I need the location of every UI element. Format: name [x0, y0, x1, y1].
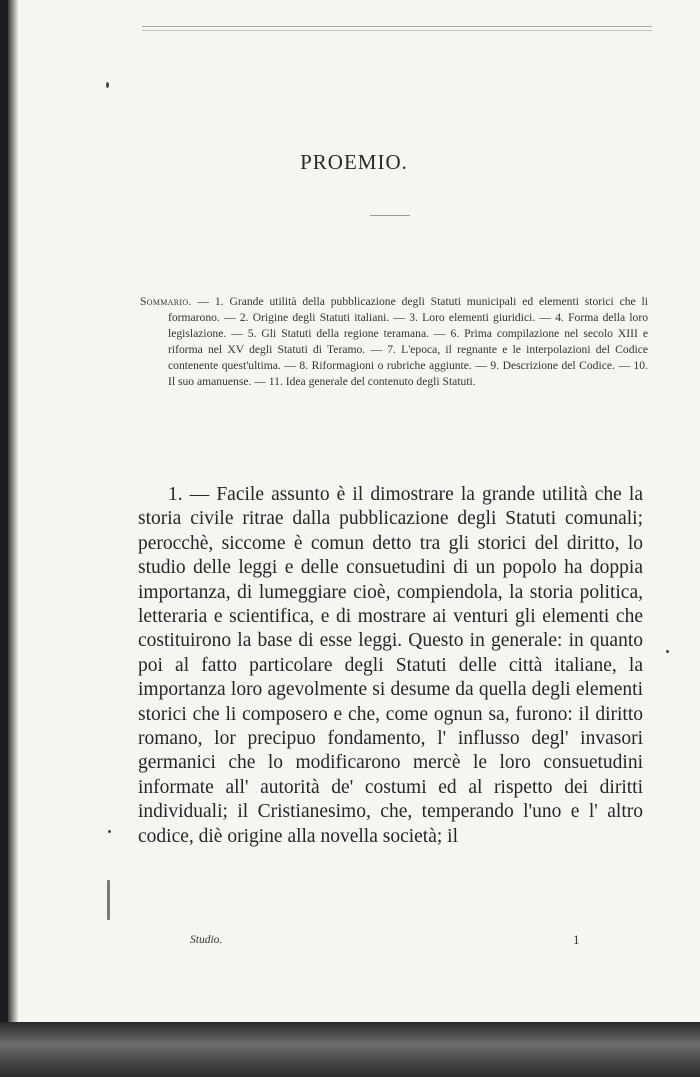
book-page: [8, 0, 700, 1022]
signature-number: 1: [573, 932, 580, 947]
margin-speck: [107, 880, 110, 920]
scan-bottom-edge: [0, 1022, 700, 1077]
chapter-title: PROEMIO.: [300, 150, 408, 174]
margin-speck: [106, 82, 109, 88]
header-rule: [142, 26, 652, 31]
summary-block: [140, 294, 648, 389]
main-text: [138, 483, 643, 849]
margin-speck: [666, 650, 669, 653]
summary-label: Sommario.: [140, 295, 192, 308]
summary-text: — 1. Grande utilità della pubblicazione degli Statuti municipali ed elementi storici che li formarono. — 2. Origine degli Statuti italiani. — 3. Loro elementi giuridici. — 4. Forma della loro legislazione. — 5. Gli Statuti della regione teramana. — 6. Prima compilazione nel secolo XIII e riforma nel XV degli Statuti di Teramo. — 7. L'epoca, il regnante e le interpolazioni del Codice contenente quest'ultima. — 8. Riformagioni o rubriche aggiunte. — 9. Descrizione del Codice. — 10. Il suo amanuense. — 11. Idea generale del contenuto degli Statuti.: [168, 295, 648, 388]
title-divider: [370, 215, 410, 216]
paragraph-1: 1. — Facile assunto è il dimostrare la grande utilità che la storia civile ritrae dalla pubblicazione degli Statuti comunali; perocchè, siccome è comun detto tra gli storici del diritto, lo studio delle leggi e delle consuetudini di un popolo ha doppia importanza, di lumeggiare cioè, compiendola, la storia politica, letteraria e scientifica, e di mostrare ai venturi gli elementi che costituirono la base di esse leggi. Questo in generale: in quanto poi al fatto particolare degli Statuti delle città italiane, la importanza loro agevolmente si desume da quella degli elementi storici che li composero e che, come ognun sa, furono: il diritto romano, lor precipuo fondamento, l' influsso degl' invasori germanici che lo modificarono mercè le loro consuetudini informate all' autorità de' costumi ed al rispetto dei diritti individuali; il Cristianesimo, che, temperando l'uno e l' altro codice, diè origine alla novella società; il: [138, 484, 643, 847]
signature-mark: Studio.: [190, 934, 223, 946]
margin-speck: [108, 830, 111, 833]
